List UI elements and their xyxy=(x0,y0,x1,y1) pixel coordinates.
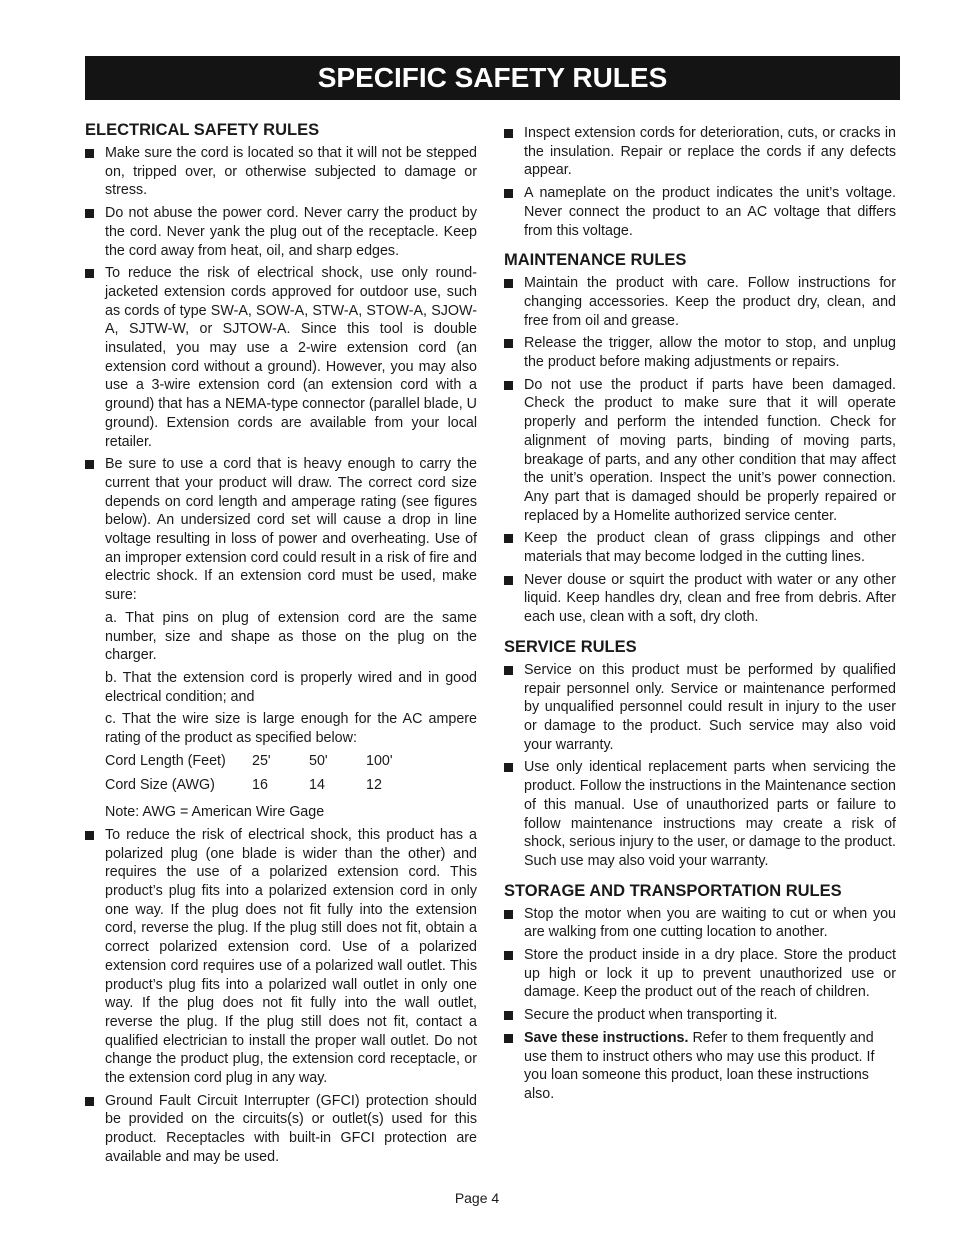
left-column xyxy=(85,120,477,1171)
requirement-b: b. That the extension cord is properly wired and in good electrical condition; and xyxy=(105,669,477,705)
list-item: To reduce the risk of electrical shock, use only round-jacketed extension cords approved for outdoor use, such as cords of type SW-A, SOW-A, STW-A, STOW-A, SJOW-A, SJTW-W, or SJTOW-A. Since this tool is double insulated, you may use a 2-wire extension cord (an extension cord without a ground). However, you may also use a 3-wire extension cord (an extension cord with a ground) that has a NEMA-type connector (parallel blade, U ground). Extension cords are available from your local retailer. xyxy=(85,264,477,451)
square-bullet-icon xyxy=(504,910,513,919)
square-bullet-icon xyxy=(504,189,513,198)
table-row xyxy=(105,776,423,800)
right-column xyxy=(504,124,896,1108)
save-instructions-text: Refer to them frequently and use them to instruct others who may use this product. If you loan someone this product, loan these instructions also. xyxy=(524,1029,875,1102)
list-item: Store the product inside in a dry place. Store the product up high or lock it up to prevent unauthorized use or damage. Keep the product out of the reach of children. xyxy=(504,946,896,1002)
list-item: Inspect extension cords for deterioration, cuts, or cracks in the insulation. Repair or replace the cords if any defects appear. xyxy=(504,124,896,180)
page-title: SPECIFIC SAFETY RULES xyxy=(317,62,668,93)
square-bullet-icon xyxy=(85,831,94,840)
square-bullet-icon xyxy=(504,763,513,772)
electrical-rules-continued xyxy=(504,124,896,240)
service-heading: SERVICE RULES xyxy=(504,637,637,656)
square-bullet-icon xyxy=(504,339,513,348)
square-bullet-icon xyxy=(504,279,513,288)
square-bullet-icon xyxy=(504,576,513,585)
cord-size-label: Cord Size (AWG) xyxy=(105,776,215,793)
table-cell: 100' xyxy=(366,752,393,769)
square-bullet-icon xyxy=(504,129,513,138)
list-item: Secure the product when transporting it. xyxy=(504,1006,896,1025)
cord-length-label: Cord Length (Feet) xyxy=(105,752,226,769)
square-bullet-icon xyxy=(504,1011,513,1020)
square-bullet-icon xyxy=(504,534,513,543)
list-item: Do not abuse the power cord. Never carry the product by the cord. Never yank the plug out of the receptacle. Keep the cord away from heat, oil, and sharp edges. xyxy=(85,204,477,260)
storage-heading: STORAGE AND TRANSPORTATION RULES xyxy=(504,881,842,900)
list-item: Keep the product clean of grass clippings and other materials that may become lodged in the cutting lines. xyxy=(504,529,896,566)
square-bullet-icon xyxy=(85,460,94,469)
table-cell: 16 xyxy=(252,776,268,793)
list-item: Make sure the cord is located so that it will not be stepped on, tripped over, or otherwise subjected to damage or stress. xyxy=(85,144,477,200)
list-item: Release the trigger, allow the motor to stop, and unplug the product before making adjustments or repairs. xyxy=(504,334,896,371)
list-item: Never douse or squirt the product with water or any other liquid. Keep handles dry, clean and free from debris. After each use, clean with a soft, dry cloth. xyxy=(504,571,896,627)
list-item: To reduce the risk of electrical shock, this product has a polarized plug (one blade is wider than the other) and requires the use of a polarized extension cord. This product’s plug fits into a polarized extension cord in only one way. If the plug does not fit fully into the extension cord, reverse the plug. If the plug still does not fit, obtain a correct polarized extension cord. Use of a polarized extension cord requires use of a polarized wall outlet. This product’s plug fits into a polarized wall outlet in only one way. If the plug does not fit fully into the wall outlet, reverse the plug. If the plug still does not fit, contact a qualified electrician to install the proper wall outlet. Do not change the product plug, the extension cord receptacle, or the extension cord plug in any way. xyxy=(85,826,477,1088)
square-bullet-icon xyxy=(504,666,513,675)
square-bullet-icon xyxy=(504,381,513,390)
list-item: Use only identical replacement parts when servicing the product. Follow the instructions in the Maintenance section of this manual. Use of unauthorized parts or failure to follow maintenance instructions may create a risk of shock, serious injury to the user, or damage to the product. Such use may also void your warranty. xyxy=(504,758,896,870)
requirement-a: a. That pins on plug of extension cord are the same number, size and shape as those on the plug on the charger. xyxy=(105,609,477,664)
list-item: Service on this product must be performed by qualified repair personnel only. Service or maintenance performed by unqualified personnel could result in injury to the user or damage to the product. Such service may also void your warranty. xyxy=(504,661,896,755)
electrical-heading: ELECTRICAL SAFETY RULES xyxy=(85,121,320,139)
square-bullet-icon xyxy=(85,209,94,218)
list-item xyxy=(504,1029,896,1104)
table-cell: 25' xyxy=(252,752,271,769)
table-row xyxy=(105,752,423,776)
list-item: Maintain the product with care. Follow instructions for changing accessories. Keep the product dry, clean, and free from oil and grease. xyxy=(504,274,896,330)
table-cell: 50' xyxy=(309,752,328,769)
list-item: Ground Fault Circuit Interrupter (GFCI) protection should be provided on the circuits(s) or outlet(s) used for this product. Receptacles with built-in GFCI protection are available and may be used. xyxy=(85,1092,477,1167)
square-bullet-icon xyxy=(85,269,94,278)
list-item: Stop the motor when you are waiting to cut or when you are walking from one cutting location to another. xyxy=(504,905,896,942)
maintenance-rules-list xyxy=(504,274,896,627)
storage-rules-list xyxy=(504,905,896,1104)
list-item: Be sure to use a cord that is heavy enough to carry the current that your product will draw. The correct cord size depends on cord length and amperage rating (see figures below). An undersized cord set will cause a drop in line voltage resulting in loss of power and overheating. Use of an improper extension cord could result in a risk of fire and electric shock. If an extension cord must be used, make sure: a. That pins on plug of extension cord are the same number, size and shape as those on the plug on the charger. b. That the extension cord is properly wired and in good electrical condition; and c. That the wire size is large enough for the AC ampere rating of the product as specified below: Cord Length (Feet) 25' 50' 100' Cord Size (AWG) 16 14 12 Note: AWG = American Wire Gage xyxy=(85,455,477,822)
service-rules-list xyxy=(504,661,896,871)
electrical-rules-list xyxy=(85,144,477,1167)
awg-note: Note: AWG = American Wire Gage xyxy=(105,804,325,821)
square-bullet-icon xyxy=(504,951,513,960)
square-bullet-icon xyxy=(85,1097,94,1106)
table-cell: 14 xyxy=(309,776,325,793)
page-title-banner xyxy=(85,56,900,100)
square-bullet-icon xyxy=(504,1034,513,1043)
table-cell: 12 xyxy=(366,776,382,793)
square-bullet-icon xyxy=(85,149,94,158)
cord-size-table xyxy=(105,752,423,799)
save-instructions-bold: Save these instructions. xyxy=(524,1029,689,1046)
maintenance-heading: MAINTENANCE RULES xyxy=(504,251,687,270)
list-item: Do not use the product if parts have been damaged. Check the product to make sure that it will operate properly and perform the intended function. Check for alignment of moving parts, binding of moving parts, breakage of parts, and any other condition that may affect the unit’s operation. Inspect the unit’s power connection. Any part that is damaged should be properly repaired or replaced by a Homelite authorized service center. xyxy=(504,376,896,526)
cord-requirements xyxy=(105,609,477,822)
page-number: Page 4 xyxy=(454,1190,500,1206)
list-item: A nameplate on the product indicates the unit’s voltage. Never connect the product to an AC voltage that differs from this voltage. xyxy=(504,184,896,240)
requirement-c: c. That the wire size is large enough for the AC ampere rating of the product as specified below: xyxy=(105,711,477,747)
